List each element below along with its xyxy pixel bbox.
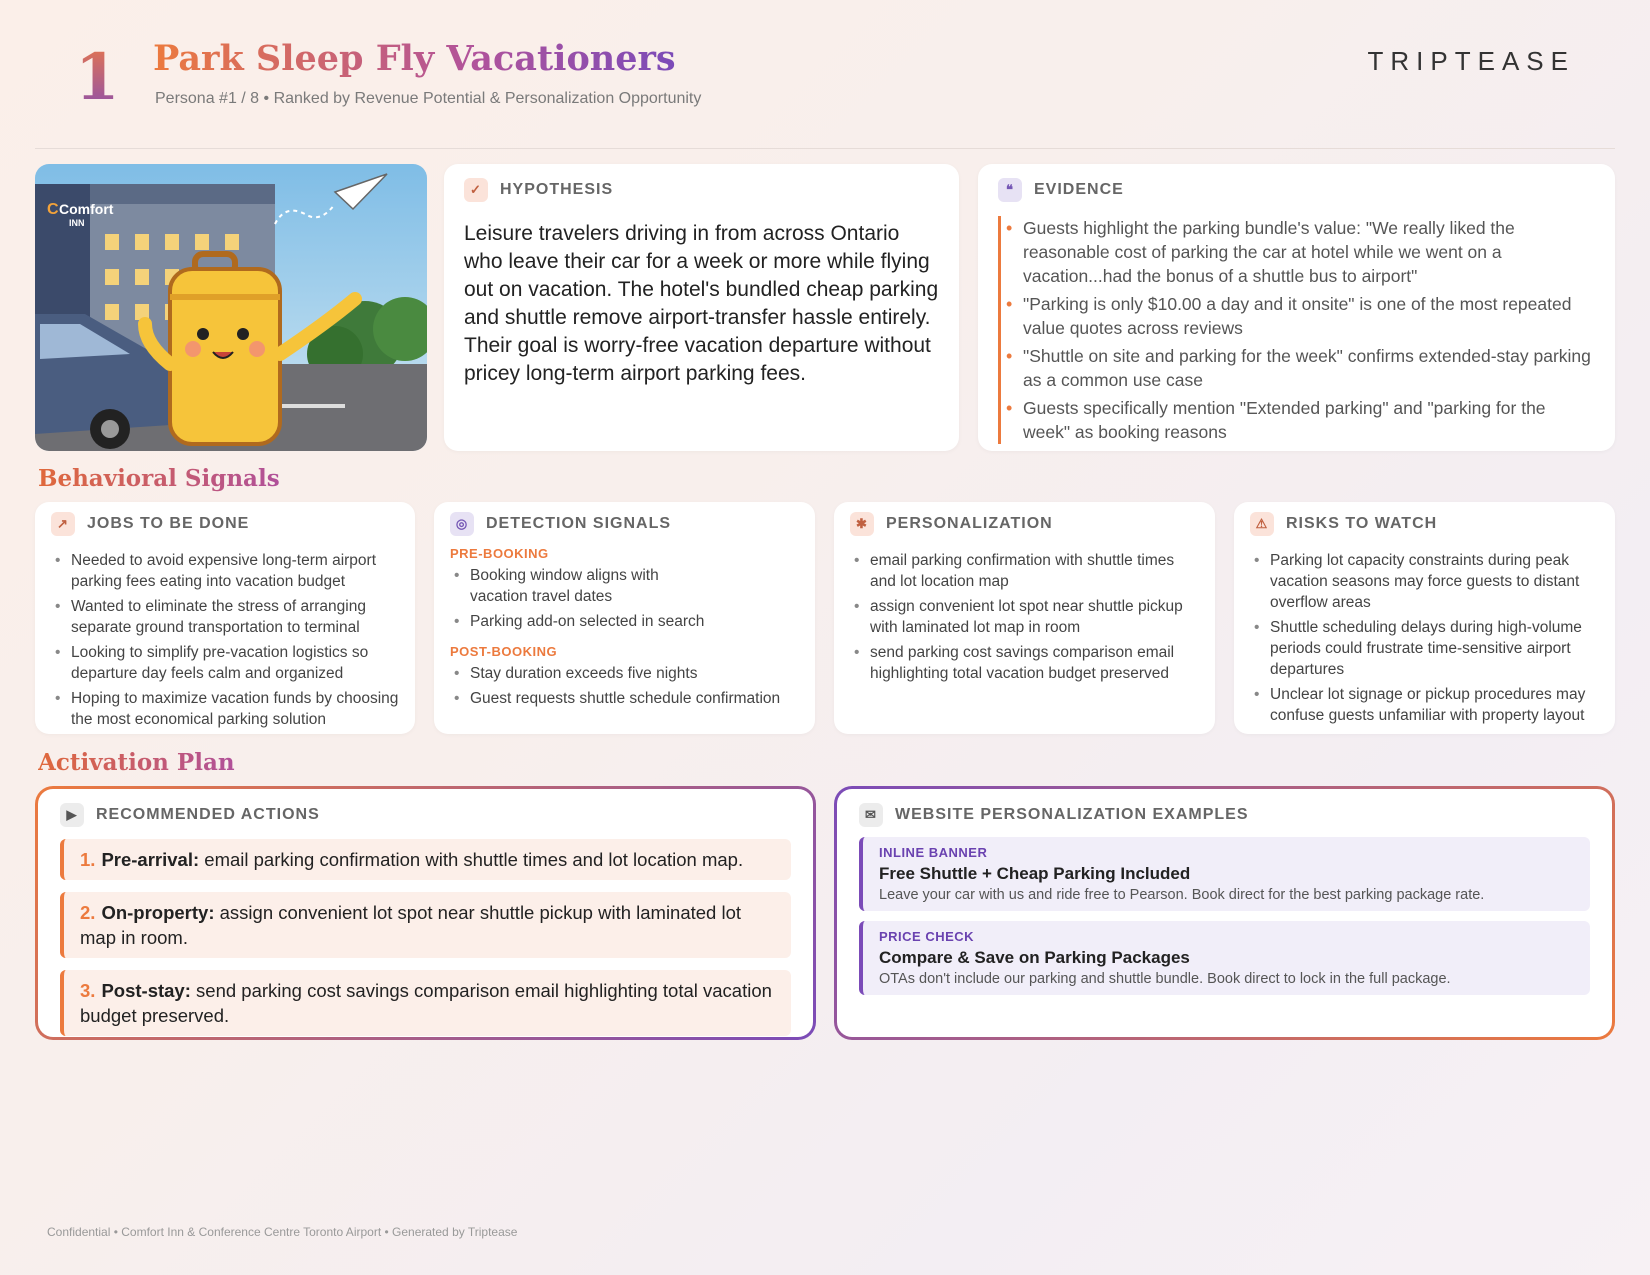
evidence-card: [978, 164, 1615, 451]
example-item: [859, 921, 1590, 995]
header-divider: [35, 148, 1615, 149]
evidence-list: [998, 216, 1595, 444]
activation-plan-title: Activation Plan: [38, 749, 235, 776]
list-item: • send parking cost savings comparison email highlighting total vacation budget preserved: [850, 642, 1199, 684]
behavioral-signals-title: Behavioral Signals: [38, 465, 280, 492]
hypothesis-heading-text: HYPOTHESIS: [500, 181, 614, 198]
example-tag: INLINE BANNER: [879, 845, 988, 860]
page-footer: Confidential • Comfort Inn & Conference Centre Toronto Airport • Generated by Triptease: [47, 1225, 518, 1239]
evidence-item: • Guests specifically mention "Extended parking" and "parking for the week" as booking reasons: [1023, 396, 1595, 444]
hotel-sign-text: Comfort: [59, 201, 114, 217]
page-header: [35, 30, 1615, 150]
example-body: OTAs don't include our parking and shuttle bundle. Book direct to lock in the full package.: [879, 971, 1451, 987]
example-tag: PRICE CHECK: [879, 929, 975, 944]
examples-heading: [859, 803, 1590, 827]
play-icon: ▶: [60, 803, 84, 827]
action-item: [60, 970, 791, 1036]
quote-icon: ❝: [998, 178, 1022, 202]
example-title: Free Shuttle + Cheap Parking Included: [879, 864, 1191, 883]
list-item: • Unclear lot signage or pickup procedures may confuse guests unfamiliar with property layout: [1250, 684, 1599, 726]
example-body: Leave your car with us and ride free to Pearson. Book direct for the best parking package rate.: [879, 887, 1485, 903]
jobs-heading-text: JOBS TO BE DONE: [87, 515, 250, 532]
brand-logo: TRIPTEASE: [1367, 46, 1575, 76]
evidence-heading: [998, 178, 1595, 202]
pre-booking-label: PRE-BOOKING: [450, 546, 549, 561]
action-label: On-property:: [101, 902, 215, 923]
evidence-item: • "Shuttle on site and parking for the week" confirms extended-stay parking as a common use case: [1023, 344, 1595, 392]
actions-heading-text: RECOMMENDED ACTIONS: [96, 806, 320, 823]
jobs-list: [51, 550, 399, 730]
evidence-item: • "Parking is only $10.00 a day and it onsite" is one of the most repeated value quotes across reviews: [1023, 292, 1595, 340]
example-item: [859, 837, 1590, 911]
list-item: • Parking add-on selected in search: [450, 611, 799, 632]
action-label: Pre-arrival:: [101, 849, 200, 870]
action-text: send parking cost savings comparison email highlighting total vacation budget preserved.: [80, 980, 772, 1026]
hotel-sign-subtext: INN: [69, 218, 85, 228]
personalization-card: [834, 502, 1215, 734]
hypothesis-text: Leisure travelers driving in from across Ontario who leave their car for a week or more while flying out on vacation. The hotel's bundled cheap parking and shuttle remove airport-transfer hassle entirely. Their goal is worry-free vacation departure without pricey long-term airport parking fees.: [464, 222, 939, 385]
detection-heading: [450, 512, 799, 536]
action-text: assign convenient lot spot near shuttle pickup with laminated lot map in room.: [80, 902, 742, 948]
mail-icon: ✉: [859, 803, 883, 827]
sparkle-icon: ✱: [850, 512, 874, 536]
hypothesis-card: [444, 164, 959, 451]
persona-illustration: [35, 164, 427, 451]
list-item: • email parking confirmation with shuttle times and lot location map: [850, 550, 1199, 592]
website-examples-card: [834, 786, 1615, 1040]
action-number: 2.: [80, 902, 96, 923]
example-title: Compare & Save on Parking Packages: [879, 948, 1190, 967]
action-label: Post-stay:: [101, 980, 191, 1001]
list-item: • Guest requests shuttle schedule confirmation: [450, 688, 799, 709]
actions-heading: [60, 803, 791, 827]
action-number: 3.: [80, 980, 96, 1001]
jobs-card: [35, 502, 415, 734]
check-icon: ✓: [464, 178, 488, 202]
personalization-list: [850, 550, 1199, 684]
action-text: email parking confirmation with shuttle times and lot location map.: [204, 849, 744, 870]
list-item: • assign convenient lot spot near shuttle pickup with laminated lot map in room: [850, 596, 1199, 638]
list-item: • Parking lot capacity constraints during peak vacation seasons may force guests to distant overflow areas: [1250, 550, 1599, 613]
list-item: • Shuttle scheduling delays during high-volume periods could frustrate time-sensitive airport departures: [1250, 617, 1599, 680]
detection-card: [434, 502, 815, 734]
list-item: • Booking window aligns with vacation travel dates: [450, 565, 799, 607]
risks-heading-text: RISKS TO WATCH: [1286, 515, 1438, 532]
list-item: • Hoping to maximize vacation funds by choosing the most economical parking solution: [51, 688, 399, 730]
list-item: • Stay duration exceeds five nights: [450, 663, 799, 684]
suitcase-hotel-illustration: [35, 164, 427, 451]
list-item: • Needed to avoid expensive long-term airport parking fees eating into vacation budget: [51, 550, 399, 592]
list-item: • Looking to simplify pre-vacation logistics so departure day feels calm and organized: [51, 642, 399, 684]
risks-list: [1250, 550, 1599, 726]
target-icon: ◎: [450, 512, 474, 536]
page-title: Park Sleep Fly Vacationers: [153, 38, 676, 79]
pre-booking-list: [450, 565, 799, 632]
action-item: [60, 892, 791, 958]
page-subtitle: Persona #1 / 8 • Ranked by Revenue Potential & Personalization Opportunity: [155, 90, 702, 107]
warning-icon: ⚠: [1250, 512, 1274, 536]
action-item: [60, 839, 791, 880]
risks-card: [1234, 502, 1615, 734]
svg-text:C: C: [47, 201, 59, 218]
personalization-heading: [850, 512, 1199, 536]
post-booking-label: POST-BOOKING: [450, 644, 558, 659]
recommended-actions-card: [35, 786, 816, 1040]
examples-heading-text: WEBSITE PERSONALIZATION EXAMPLES: [895, 806, 1249, 823]
arrow-icon: ↗: [51, 512, 75, 536]
risks-heading: [1250, 512, 1599, 536]
post-booking-list: [450, 663, 799, 709]
hypothesis-heading: [464, 178, 939, 202]
jobs-heading: [51, 512, 399, 536]
detection-heading-text: DETECTION SIGNALS: [486, 515, 672, 532]
evidence-item: • Guests highlight the parking bundle's value: "We really liked the reasonable cost of parking the car at hotel while we went on a vacation...had the bonus of a shuttle bus to airport": [1023, 216, 1595, 288]
list-item: • Wanted to eliminate the stress of arranging separate ground transportation to terminal: [51, 596, 399, 638]
evidence-heading-text: EVIDENCE: [1034, 181, 1124, 198]
action-number: 1.: [80, 849, 96, 870]
persona-number: 1: [75, 40, 120, 115]
personalization-heading-text: PERSONALIZATION: [886, 515, 1053, 532]
